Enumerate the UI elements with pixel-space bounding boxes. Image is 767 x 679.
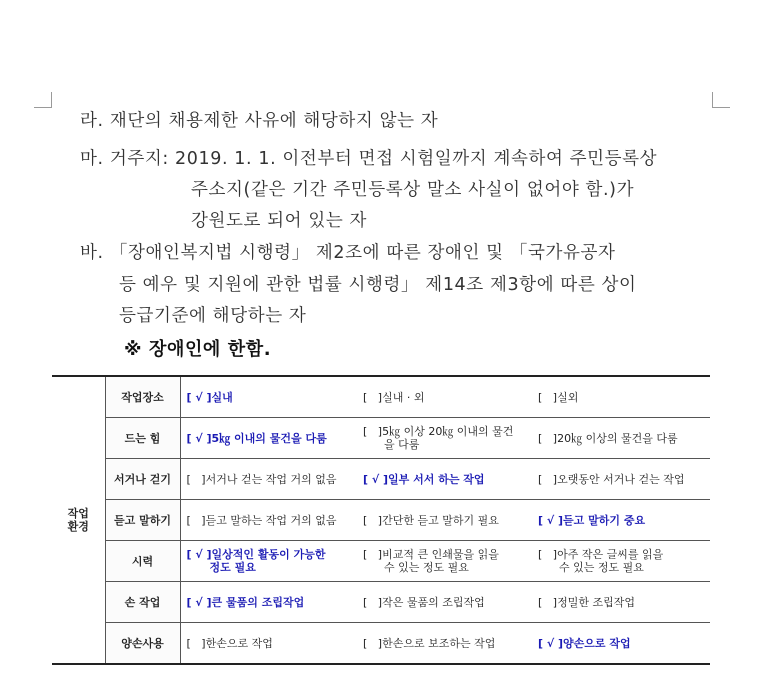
item-ma-cont-2 <box>191 207 367 232</box>
table-row <box>52 582 710 623</box>
row-option-1: [ ]듣고 말하는 작업 거의 없음 <box>186 513 337 527</box>
item-ra <box>80 107 438 132</box>
row-option-1: [ √ ]5㎏ 이내의 물건을 다룸 <box>186 431 327 445</box>
row-category: 작업장소 <box>105 376 180 418</box>
row-option-2: [ ]한손으로 보조하는 작업 <box>363 636 496 650</box>
row-option-3: [ ]정밀한 조립작업 <box>538 595 635 609</box>
table-row <box>52 376 710 418</box>
row-option-3: [ ]실외 <box>538 390 579 404</box>
row-option-2: [ ]비교적 큰 인쇄물을 읽을 수 있는 정도 필요 <box>363 548 499 574</box>
row-option-3: [ ]아주 작은 글씨를 읽을 수 있는 정도 필요 <box>538 548 664 574</box>
row-category: 드는 힘 <box>105 418 180 459</box>
work-environment-table <box>52 375 710 665</box>
table-row <box>52 459 710 500</box>
crop-mark-right <box>712 92 730 108</box>
row-category: 손 작업 <box>105 582 180 623</box>
table-row <box>52 500 710 541</box>
crop-mark-left <box>34 92 52 108</box>
row-option-3: [ ]20㎏ 이상의 물건을 다룸 <box>538 431 678 445</box>
row-option-3: [ ]오랫동안 서거나 걷는 작업 <box>538 472 685 486</box>
row-option-1: [ √ ]큰 물품의 조립작업 <box>186 595 305 609</box>
row-option-3: [ √ ]듣고 말하기 중요 <box>538 513 646 527</box>
row-option-1: [ √ ]실내 <box>186 390 233 404</box>
item-ba-cont-1 <box>119 271 637 296</box>
item-ma-cont-1 <box>191 176 634 201</box>
row-option-2: [ ]실내 · 외 <box>363 390 425 404</box>
row-option-2: [ √ ]일부 서서 하는 작업 <box>363 472 485 486</box>
item-ba-cont-2 <box>119 302 306 327</box>
item-marker: 라. <box>80 111 104 131</box>
item-text: 등 예우 및 지원에 관한 법률 시행령」 제14조 제3항에 따른 상이 <box>119 275 637 295</box>
item-marker: 바. <box>80 243 104 263</box>
item-ma <box>80 145 657 170</box>
row-option-1: [ ]한손으로 작업 <box>186 636 273 650</box>
item-text: 강원도로 되어 있는 자 <box>191 211 368 231</box>
row-option-2: [ ]간단한 듣고 말하기 필요 <box>363 513 499 527</box>
row-category: 듣고 말하기 <box>105 500 180 541</box>
table-row <box>52 541 710 582</box>
item-marker: 마. <box>80 149 104 169</box>
item-text: 「장애인복지법 시행령」 제2조에 따른 장애인 및 「국가유공자 <box>109 243 616 263</box>
row-category: 시력 <box>105 541 180 582</box>
row-category: 서거나 걷기 <box>105 459 180 500</box>
row-option-1: [ √ ]일상적인 활동이 가능한 정도 필요 <box>186 548 326 574</box>
item-text: 거주지: 2019. 1. 1. 이전부터 면접 시험일까지 계속하여 주민등록상 <box>109 149 658 169</box>
row-option-3: [ √ ]양손으로 작업 <box>538 636 631 650</box>
table-row <box>52 623 710 665</box>
item-ba <box>80 239 615 264</box>
note-disabled-only: ※ 장애인에 한함. <box>124 339 272 360</box>
row-option-1: [ ]서거나 걷는 작업 거의 없음 <box>186 472 337 486</box>
row-category: 양손사용 <box>105 623 180 665</box>
group-label-work-environment: 작업 환경 <box>52 376 105 664</box>
row-option-2: [ ]작은 물품의 조립작업 <box>363 595 485 609</box>
table-row <box>52 418 710 459</box>
item-text: 재단의 채용제한 사유에 해당하지 않는 자 <box>109 111 439 131</box>
item-text: 등급기준에 해당하는 자 <box>119 306 307 326</box>
item-text: 주소지(같은 기간 주민등록상 말소 사실이 없어야 함.)가 <box>191 180 635 200</box>
row-option-2: [ ]5㎏ 이상 20㎏ 이내의 물건 을 다룸 <box>363 425 514 451</box>
